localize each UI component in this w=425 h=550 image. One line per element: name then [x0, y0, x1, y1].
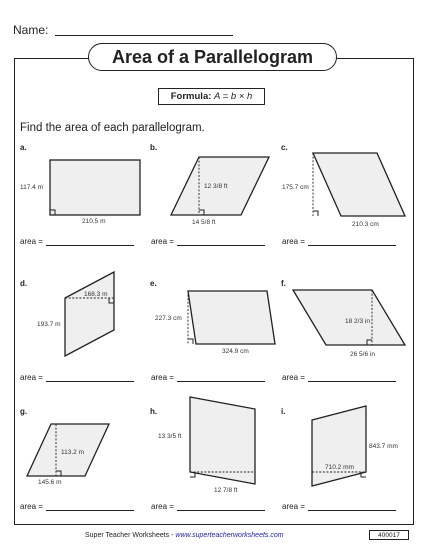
problem-d-letter: d. — [20, 279, 28, 288]
right-angle-mark — [313, 211, 318, 216]
name-label: Name: — [13, 23, 49, 37]
base-label-i: 710.2 mm — [325, 464, 354, 471]
problem-i-letter: i. — [281, 407, 286, 416]
base-label-c: 210.3 cm — [352, 221, 379, 228]
area-label: area = — [282, 237, 305, 246]
figure-e — [155, 291, 275, 355]
area-label: area = — [282, 373, 305, 382]
footer — [85, 532, 284, 539]
figure-c — [282, 153, 405, 228]
area-label: area = — [151, 237, 174, 246]
footer-brand: Super Teacher Worksheets — [85, 532, 170, 539]
base-label-a: 210.5 m — [82, 218, 106, 225]
shape-c — [313, 153, 405, 216]
instructions: Find the area of each parallelogram. — [20, 122, 205, 134]
footer-url-link[interactable]: www.superteacherworksheets.com — [175, 532, 284, 539]
height-label-d: 168.3 m — [84, 291, 108, 298]
right-angle-mark — [188, 339, 193, 344]
figure-i — [312, 406, 398, 486]
problem-c-letter: c. — [281, 143, 288, 152]
height-label-g: 113.2 m — [61, 449, 85, 456]
figure-d — [37, 272, 114, 356]
base-label-e: 324.9 cm — [222, 348, 249, 355]
area-label: area = — [151, 502, 174, 511]
problem-h-letter: h. — [150, 407, 158, 416]
area-label: area = — [282, 502, 305, 511]
problem-g-letter: g. — [20, 407, 28, 416]
shape-i — [312, 406, 366, 486]
area-label: area = — [151, 373, 174, 382]
problem-f-letter: f. — [281, 279, 286, 288]
formula-label: Formula: — [170, 91, 212, 102]
base-label-g: 145.6 m — [38, 479, 62, 486]
shape-a — [50, 160, 140, 215]
base-label-f: 26 5/6 in — [350, 351, 375, 358]
area-label: area = — [20, 373, 43, 382]
shape-d — [65, 272, 114, 356]
formula-expression: A = b × h — [214, 91, 253, 102]
height-label-a: 117.4 m — [20, 184, 44, 191]
figure-a — [20, 160, 140, 225]
figure-f — [293, 290, 405, 358]
worksheet-code: 400017 — [369, 530, 409, 540]
problem-b-letter: b. — [150, 143, 158, 152]
shape-e — [188, 291, 275, 344]
figure-h — [158, 397, 255, 494]
height-label-h: 13 3/5 ft — [158, 433, 182, 440]
area-label: area = — [20, 237, 43, 246]
figure-b — [171, 157, 269, 226]
problem-e-letter: e. — [150, 279, 157, 288]
height-label-e: 227.3 cm — [155, 315, 182, 322]
height-label-i: 843.7 mm — [369, 443, 398, 450]
problem-a-letter: a. — [20, 143, 27, 152]
height-label-b: 12 3/8 ft — [204, 183, 228, 190]
height-label-c: 175.7 cm — [282, 184, 309, 191]
area-label: area = — [20, 502, 43, 511]
figure-g — [27, 424, 109, 486]
page-title: Area of a Parallelogram — [88, 43, 337, 71]
shape-h — [190, 397, 255, 484]
footer-separator: - — [169, 532, 176, 539]
base-label-d: 193.7 m — [37, 321, 61, 328]
base-label-b: 14 5/8 ft — [192, 219, 216, 226]
base-label-h: 12 7/8 ft — [214, 487, 238, 494]
height-label-f: 18 2/3 in — [345, 318, 370, 325]
